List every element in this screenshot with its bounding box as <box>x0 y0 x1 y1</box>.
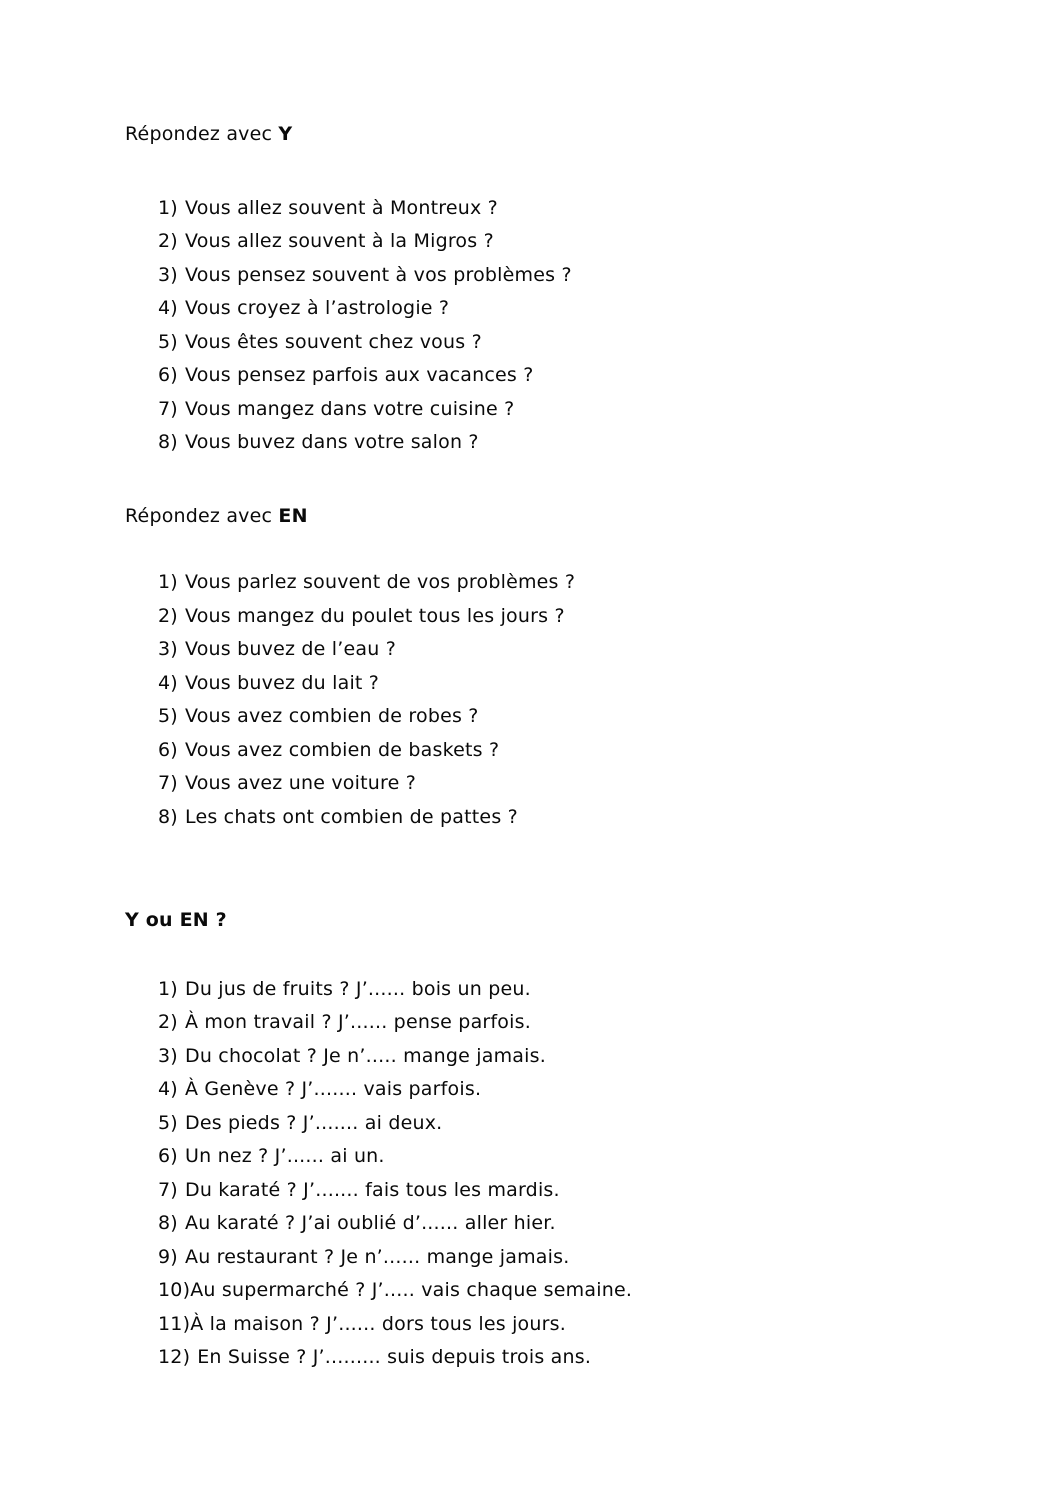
item-text: Vous êtes souvent chez vous ? <box>185 330 482 353</box>
heading-emphasis: EN <box>278 504 308 527</box>
question-item <box>158 1174 998 1208</box>
item-text: Du karaté ? J’....... fais tous les mardis. <box>185 1178 560 1201</box>
question-item <box>158 292 998 326</box>
question-item <box>158 192 998 226</box>
item-text: Vous pensez souvent à vos problèmes ? <box>185 263 572 286</box>
item-text: Au restaurant ? Je n’...... mange jamais. <box>185 1245 570 1268</box>
item-text: Un nez ? J’...... ai un. <box>185 1145 385 1167</box>
question-item <box>158 600 998 634</box>
item-number: 8) <box>158 431 178 453</box>
item-text: Vous mangez du poulet tous les jours ? <box>185 604 565 627</box>
item-text: À la maison ? J’...... dors tous les jours. <box>190 1312 566 1335</box>
item-number: 2) <box>158 1011 178 1033</box>
item-number: 3) <box>158 1044 178 1067</box>
heading-emphasis: Y ou EN ? <box>125 909 227 931</box>
item-number: 11) <box>158 1312 191 1335</box>
question-item <box>158 326 998 360</box>
item-text: Au supermarché ? J’..... vais chaque semaine. <box>190 1279 633 1301</box>
item-number: 2) <box>158 230 178 252</box>
item-number: 5) <box>158 1111 178 1134</box>
item-text: Du chocolat ? Je n’..... mange jamais. <box>185 1044 546 1067</box>
item-text: Des pieds ? J’....... ai deux. <box>185 1111 443 1134</box>
item-number: 12) <box>158 1346 191 1368</box>
item-text: À Genève ? J’....... vais parfois. <box>185 1078 482 1100</box>
question-item <box>158 1341 998 1375</box>
item-number: 7) <box>158 772 178 794</box>
item-text: En Suisse ? J’......... suis depuis trois ans. <box>197 1346 592 1368</box>
question-item <box>158 1073 998 1107</box>
item-text: Vous allez souvent à la Migros ? <box>185 230 494 252</box>
item-number: 6) <box>158 364 178 386</box>
question-list <box>158 192 998 460</box>
item-text: Au karaté ? J’ai oublié d’...... aller hier. <box>185 1212 556 1234</box>
question-item <box>158 1040 998 1074</box>
item-number: 2) <box>158 604 178 627</box>
item-text: Vous avez combien de baskets ? <box>185 738 500 761</box>
item-text: Vous buvez de l’eau ? <box>185 638 396 660</box>
item-text: Vous avez une voiture ? <box>185 772 416 794</box>
section-heading <box>125 904 998 938</box>
item-text: Vous croyez à l’astrologie ? <box>185 297 450 319</box>
question-item <box>158 1274 998 1308</box>
question-item <box>158 633 998 667</box>
item-text: Vous allez souvent à Montreux ? <box>185 196 498 219</box>
question-item <box>158 767 998 801</box>
section-repondez-avec-en <box>125 500 998 835</box>
item-text: Vous avez combien de robes ? <box>185 705 479 727</box>
item-number: 6) <box>158 738 178 761</box>
question-item <box>158 734 998 768</box>
question-item <box>158 359 998 393</box>
item-text: À mon travail ? J’...... pense parfois. <box>185 1011 531 1033</box>
question-item <box>158 1140 998 1174</box>
section-y-ou-en <box>125 904 998 1375</box>
heading-prefix: Répondez avec <box>125 123 279 145</box>
question-item <box>158 225 998 259</box>
question-item <box>158 1207 998 1241</box>
item-text: Du jus de fruits ? J’...... bois un peu. <box>185 977 531 1000</box>
item-number: 8) <box>158 805 178 828</box>
question-item <box>158 667 998 701</box>
item-number: 1) <box>158 977 178 1000</box>
item-text: Vous pensez parfois aux vacances ? <box>185 364 534 386</box>
heading-prefix: Répondez avec <box>125 504 279 527</box>
item-number: 3) <box>158 263 178 286</box>
item-number: 7) <box>158 397 178 420</box>
item-number: 8) <box>158 1212 178 1234</box>
question-item <box>158 700 998 734</box>
item-text: Vous mangez dans votre cuisine ? <box>185 397 515 420</box>
item-text: Les chats ont combien de pattes ? <box>185 805 518 828</box>
question-item <box>158 1241 998 1275</box>
item-number: 4) <box>158 1078 178 1100</box>
item-text: Vous parlez souvent de vos problèmes ? <box>185 571 576 593</box>
question-item <box>158 259 998 293</box>
heading-emphasis: Y <box>278 123 293 145</box>
item-number: 1) <box>158 571 178 593</box>
item-number: 4) <box>158 671 178 694</box>
question-item <box>158 426 998 460</box>
item-number: 9) <box>158 1245 178 1268</box>
item-number: 10) <box>158 1279 191 1301</box>
item-number: 1) <box>158 196 178 219</box>
question-item <box>158 973 998 1007</box>
section-repondez-avec-y <box>125 118 998 460</box>
question-list <box>158 973 998 1375</box>
question-item <box>158 1107 998 1141</box>
item-number: 5) <box>158 330 178 353</box>
item-number: 6) <box>158 1145 178 1167</box>
item-number: 4) <box>158 297 178 319</box>
question-item <box>158 1308 998 1342</box>
item-number: 5) <box>158 705 178 727</box>
item-number: 3) <box>158 638 178 660</box>
item-text: Vous buvez dans votre salon ? <box>185 431 479 453</box>
question-item <box>158 566 998 600</box>
question-list <box>158 566 998 834</box>
item-number: 7) <box>158 1178 178 1201</box>
question-item <box>158 393 998 427</box>
question-item <box>158 1006 998 1040</box>
section-heading <box>125 500 998 534</box>
item-text: Vous buvez du lait ? <box>185 671 380 694</box>
section-heading <box>125 118 998 152</box>
question-item <box>158 801 998 835</box>
